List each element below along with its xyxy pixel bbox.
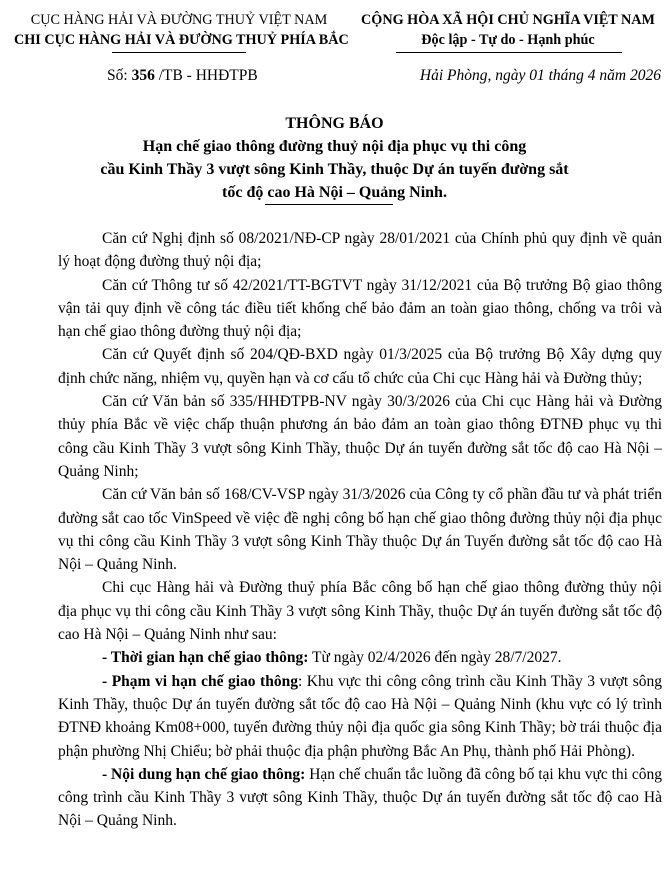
announcement-intro: Chi cục Hàng hải và Đường thuỷ phía Bắc công bố hạn chế giao thông đường thủy nội địa phục vụ thi công cầu Kinh Thầy 3 vượt sông Kinh Thầy, thuộc Dự án tuyến đường sắt tốc độ cao Hà Nội – Quảng Ninh như sau: xyxy=(58,579,662,644)
restriction-scope-text: : Khu vực thi công công trình cầu Kinh Thầy 3 vượt sông Kinh Thầy, thuộc Dự án tuyến đường sắt tốc độ cao Hà Nội – Quảng Ninh (khu vực có lý trình ĐTNĐ khoảng Km08+000, tuyến đường thủy nội địa quốc gia sông Kinh Thầy; bờ trái thuộc địa phận phường Nhị Chiểu; bờ phải thuộc địa phận phường Bắc An Phụ, thành phố Hải Phòng). xyxy=(58,672,662,760)
restriction-scope-label: - Phạm vi hạn chế giao thông xyxy=(102,672,298,690)
document-number-value: 356 xyxy=(131,67,155,84)
legal-basis-approval-letter: Căn cứ Văn bản số 335/HHĐTPB-NV ngày 30/3/2026 của Chi cục Hàng hải và Đường thủy phía Bắc về việc chấp thuận phương án bảo đảm an toàn giao thông ĐTNĐ phục vụ thi công cầu Kinh Thầy 3 vượt sông Kinh Thầy, thuộc Dự án tuyến đường sắt tốc độ cao Hà Nội – Quảng Ninh; xyxy=(58,393,662,480)
legal-basis-request-letter: Căn cứ Văn bản số 168/CV-VSP ngày 31/3/2026 của Công ty cổ phần đầu tư và phát triển đường sắt cao tốc VinSpeed về việc đề nghị công bố hạn chế giao thông đường thủy nội địa phục vụ thi công cầu Kinh Thầy 3 vượt sông Kinh Thầy thuộc Dự án Tuyến đường sắt tốc độ cao Hà Nội – Quảng Ninh. xyxy=(58,486,662,574)
motto-underline xyxy=(396,52,622,53)
national-heading xyxy=(352,10,664,50)
document-number-suffix: /TB - HHĐTPB xyxy=(154,67,258,84)
reference-row xyxy=(0,67,669,91)
restriction-scope xyxy=(58,670,662,763)
restriction-period xyxy=(58,646,662,669)
legal-basis-circular: Căn cứ Thông tư số 42/2021/TT-BGTVT ngày 31/12/2021 của Bộ trưởng Bộ giao thông vận tải quy định về công tác điều tiết khống chế bảo đảm an toàn giao thông, chống va trôi và hạn chế giao thông đường thuỷ nội địa; xyxy=(58,276,662,341)
parent-agency-name: CỤC HÀNG HẢI VÀ ĐƯỜNG THUỶ VIỆT NAM xyxy=(30,12,328,28)
restriction-content xyxy=(58,763,662,833)
restriction-content-label: - Nội dung hạn chế giao thông: xyxy=(102,765,306,783)
document-body xyxy=(58,227,662,833)
national-motto: Độc lập - Tự do - Hạnh phúc xyxy=(421,32,595,48)
restriction-period-text: Từ ngày 02/4/2026 đến ngày 28/7/2027. xyxy=(308,649,562,667)
issuing-agency xyxy=(14,10,349,50)
legal-basis-decision: Căn cứ Quyết định số 204/QĐ-BXD ngày 01/3/2025 của Bộ trưởng Bộ Xây dựng quy định chức năng, nhiệm vụ, quyền hạn và cơ cấu tổ chức của Chi cục Hàng hải và Đường thủy; xyxy=(58,346,662,387)
document-number-prefix: Số: xyxy=(107,67,132,84)
restriction-content-text: Hạn chế chuẩn tắc luồng đã công bố tại khu vực thi công công trình cầu Kinh Thầy 3 vượt sông Kinh Thầy, thuộc Dự án tuyến đường sắt tốc độ cao Hà Nội – Quảng Ninh. xyxy=(58,765,663,830)
subject-underline xyxy=(265,204,393,205)
legal-basis-decree: Căn cứ Nghị định số 08/2021/NĐ-CP ngày 28/01/2021 của Chính phủ quy định về quản lý hoạt động đường thuỷ nội địa; xyxy=(58,230,662,271)
document-header xyxy=(0,10,669,60)
issuing-agency-name: CHI CỤC HÀNG HẢI VÀ ĐƯỜNG THUỶ PHÍA BẮC xyxy=(14,32,349,48)
nation-name: CỘNG HÒA XÃ HỘI CHỦ NGHĨA VIỆT NAM xyxy=(361,12,655,28)
agency-underline xyxy=(112,52,246,53)
document-type: THÔNG BÁO xyxy=(285,115,384,132)
subject-line-1: Hạn chế giao thông đường thuỷ nội địa phục vụ thi công xyxy=(142,138,527,155)
document-number xyxy=(107,67,258,85)
place-and-date: Hải Phòng, ngày 01 tháng 4 năm 2026 xyxy=(419,67,661,84)
subject-line-2: cầu Kinh Thầy 3 vượt sông Kinh Thầy, thuộc Dự án tuyến đường sắt xyxy=(100,161,569,178)
subject-line-3: tốc độ cao Hà Nội – Quảng Ninh. xyxy=(222,184,447,201)
document-title xyxy=(0,113,669,204)
restriction-period-label: - Thời gian hạn chế giao thông: xyxy=(102,649,309,667)
